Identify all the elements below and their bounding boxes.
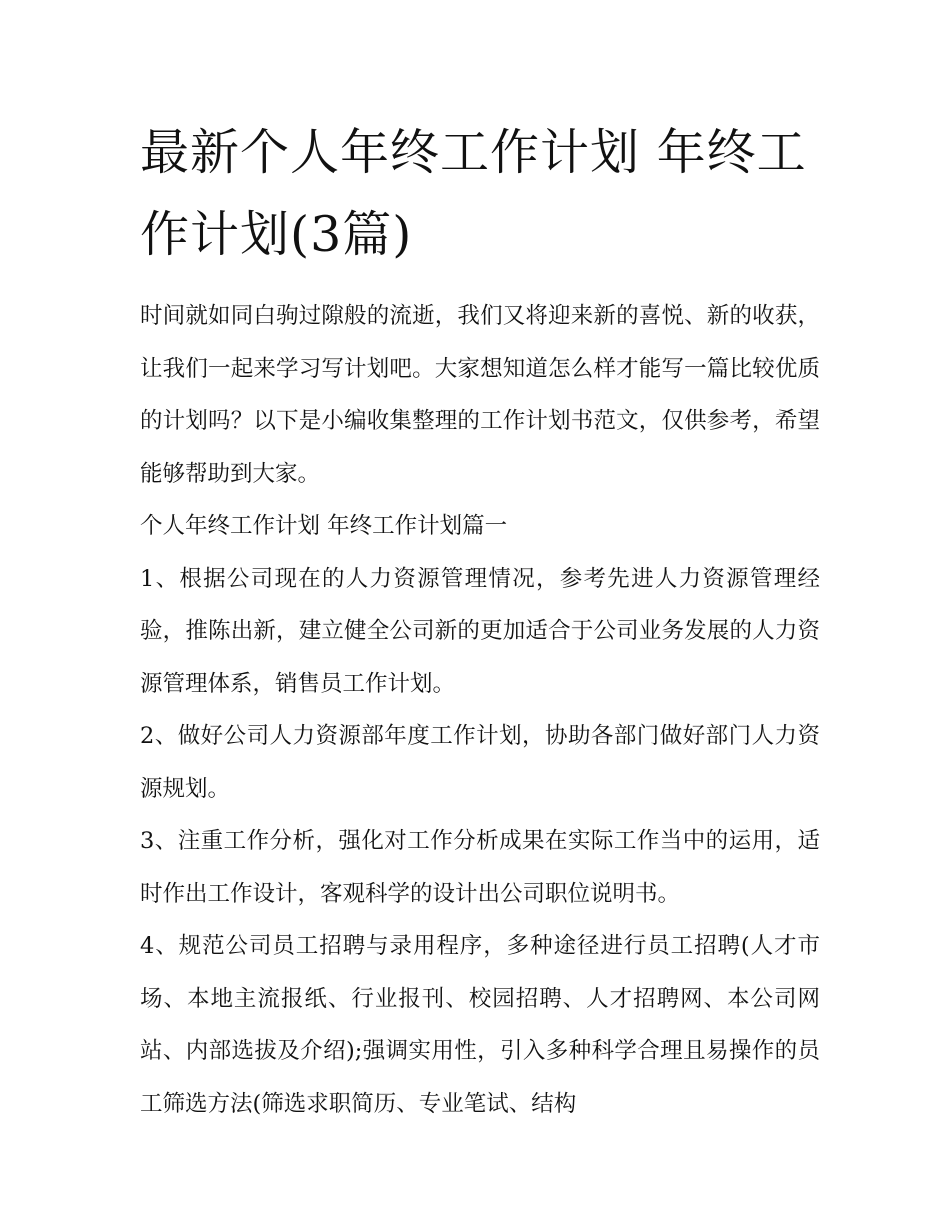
intro-paragraph: 时间就如同白驹过隙般的流逝，我们又将迎来新的喜悦、新的收获，让我们一起来学习写计划吧。大家想知道怎么样才能写一篇比较优质的计划吗？以下是小编收集整理的工作计划书范文，仅供参考，希望能够帮助到大家。 [140, 303, 820, 487]
list-item-2: 2、做好公司人力资源部年度工作计划，协助各部门做好部门人力资源规划。 [140, 723, 820, 802]
document-title: 最新个人年终工作计划 年终工作计划(3篇) [140, 124, 807, 263]
list-item-3: 3、注重工作分析，强化对工作分析成果在实际工作当中的运用，适时作出工作设计，客观科学的设计出公司职位说明书。 [140, 828, 820, 907]
document-page [140, 112, 820, 1130]
list-item-4: 4、规范公司员工招聘与录用程序，多种途径进行员工招聘(人才市场、本地主流报纸、行业报刊、校园招聘、人才招聘网、本公司网站、内部选拔及介绍);强调实用性，引入多种科学合理且易操作的员工筛选方法(筛选求职简历、专业笔试、结构 [140, 933, 820, 1117]
section-heading: 个人年终工作计划 年终工作计划篇一 [140, 513, 508, 539]
list-item-1: 1、根据公司现在的人力资源管理情况，参考先进人力资源管理经验，推陈出新，建立健全公司新的更加适合于公司业务发展的人力资源管理体系，销售员工作计划。 [140, 565, 820, 697]
